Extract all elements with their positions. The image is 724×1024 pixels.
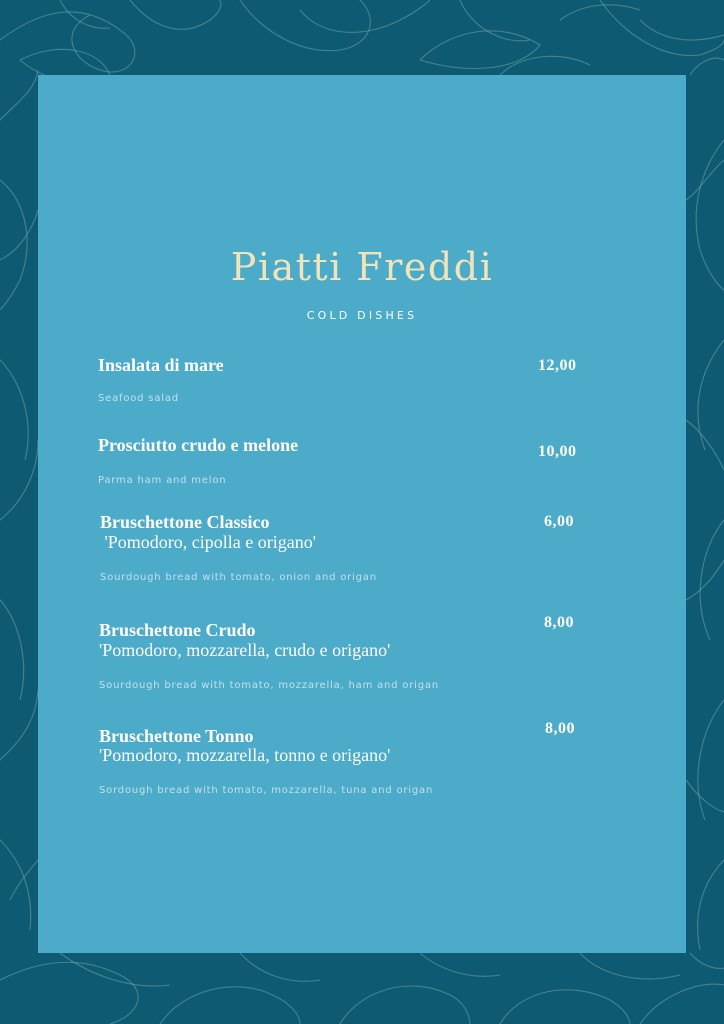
item-price-bruschettone-tonno: 8,00 <box>545 720 575 737</box>
item-name-bruschettone-classico: Bruschettone Classico <box>100 512 270 532</box>
item-sub-bruschettone-tonno: 'Pomodoro, mozzarella, tonno e origano' <box>99 745 391 765</box>
item-price-bruschettone-classico: 6,00 <box>544 513 574 530</box>
item-desc-insalata: Seafood salad <box>98 393 179 404</box>
item-name-bruschettone-crudo: Bruschettone Crudo <box>99 620 256 640</box>
item-desc-bruschettone-tonno: Sordough bread with tomato, mozzarella, tuna and origan <box>99 785 434 796</box>
item-name-bruschettone-tonno: Bruschettone Tonno <box>99 726 254 746</box>
item-price-prosciutto: 10,00 <box>538 443 577 460</box>
item-price-insalata: 12,00 <box>538 357 577 374</box>
item-price-bruschettone-crudo: 8,00 <box>544 614 574 631</box>
item-name-prosciutto: Prosciutto crudo e melone <box>98 435 299 455</box>
item-name-insalata: Insalata di mare <box>98 355 224 375</box>
item-sub-bruschettone-classico: 'Pomodoro, cipolla e origano' <box>100 532 316 552</box>
menu-card <box>38 75 686 953</box>
menu-title: Piatti Freddi <box>230 245 494 289</box>
item-sub-bruschettone-crudo: 'Pomodoro, mozzarella, crudo e origano' <box>99 640 391 660</box>
item-desc-prosciutto: Parma ham and melon <box>98 475 227 486</box>
item-desc-bruschettone-classico: Sourdough bread with tomato, onion and origan <box>100 572 377 583</box>
menu-subtitle: COLD DISHES <box>306 309 418 322</box>
item-desc-bruschettone-crudo: Sourdough bread with tomato, mozzarella, ham and origan <box>99 680 439 691</box>
